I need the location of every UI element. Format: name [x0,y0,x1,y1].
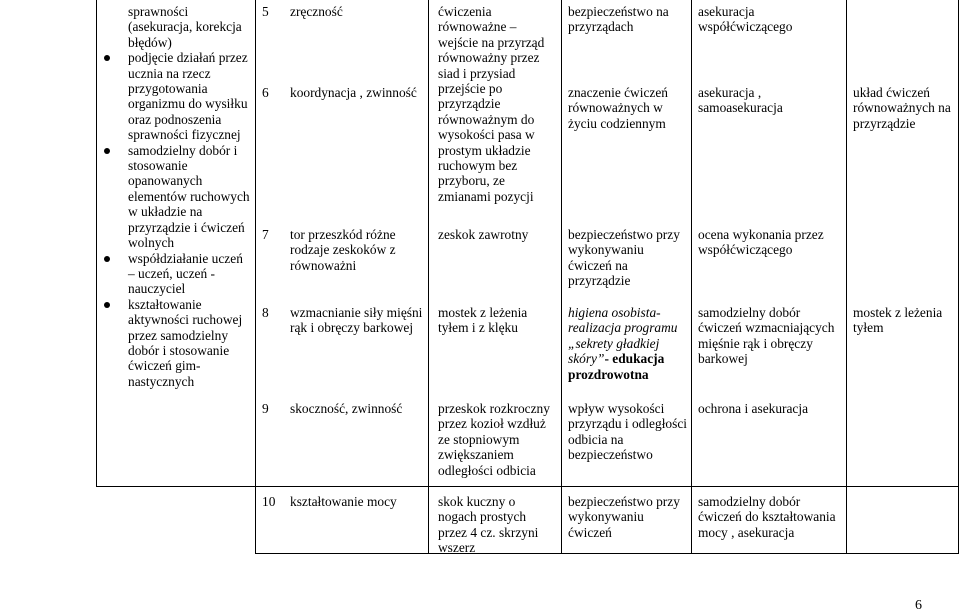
skills-cell: ochrona i asekuracja [698,401,809,416]
list-item-text: samodzielny dobór i stosowanie opanowanych elementów ruchowych w układzie na przyrządzie i ćwiczeń wolnych [128,142,250,251]
topic-cell: kształtowanie mocy [290,494,397,509]
list-item-text: sprawności (asekuracja, korekcja błędów) [128,4,242,50]
knowledge-cell: znaczenie ćwiczeń równoważnych w życiu codziennym [568,85,668,131]
row-number: 7 [262,227,269,242]
row-number: 9 [262,401,269,416]
list-item-text: współdziałanie uczeń – uczeń, uczeń - nauczyciel [128,250,243,297]
exercise-cell: zeskok zawrotny [438,227,529,242]
bullet-icon [104,302,110,308]
exercise-cell: mostek z leżenia tyłem i z klęku [438,305,528,336]
row-number: 10 [262,494,276,509]
bullet-icon [104,256,110,262]
knowledge-cell: wpływ wysokości przyrządu i odległości odbicia na bezpieczeństwo [568,401,687,463]
row-number: 5 [262,4,269,19]
row-number: 6 [262,85,269,100]
skills-cell: samodzielny dobór ćwiczeń do kształtowania mocy , asekuracja [698,494,836,540]
list-item-text: podjęcie działań przez ucznia na rzecz przygotowania organizmu do wysiłku oraz podnoszenia sprawności fizycznej [128,50,248,143]
table-col-border-1 [255,0,256,553]
skills-cell: asekuracja , samoasekuracja [698,85,783,116]
list-item [102,143,252,251]
knowledge-cell [568,305,686,382]
topic-cell: tor przeszkód różne rodzaje zeskoków z równoważni [290,227,396,273]
table-col-border-5 [846,0,847,553]
list-item [102,50,252,142]
skills-cell: asekuracja współćwiczącego [698,4,793,35]
knowledge-cell: bezpieczeństwo na przyrządach [568,4,669,35]
topic-cell: wzmacnianie siły mięśni rąk i obręczy barkowej [290,305,423,336]
knowledge-cell: bezpieczeństwo przy wykonywaniu ćwiczeń [568,494,680,540]
topic-cell: koordynacja , zwinność [290,85,417,100]
list-item [102,251,252,297]
knowledge-italic-text: higiena osobista- realizacja programu „sekrety gładkiej skóry” [568,305,678,367]
table-row-border [96,486,959,487]
bullet-icon [104,148,110,154]
test-cell: układ ćwiczeń równoważnych na przyrządzie [853,85,951,131]
exercise-cell: skok kuczny o nogach prostych przez 4 cz. skrzyni wszerz [438,494,539,556]
test-cell: mostek z leżenia tyłem [853,305,943,336]
list-item [102,297,252,389]
table-col-border-4 [691,0,692,553]
skills-cell: samodzielny dobór ćwiczeń wzmacniających mięśnie rąk i obręczy barkowej [698,305,835,367]
exercise-cell: ćwiczenia równoważne – wejście na przyrząd równoważny przez siad i przysiad przejście po przyrządzie równoważnym do wysokości pasa w prostym układzie ruchowym bez przyboru, ze zmianami pozycji [438,4,545,204]
table-col-border-2 [428,0,429,553]
list-item [102,4,252,50]
table-right-border [958,0,959,553]
objectives-list [102,4,252,389]
exercise-cell: przeskok rozkroczny przez kozioł wzdłuż ze stopniowym zwiększaniem odległości odbicia [438,401,550,478]
topic-cell: zręczność [290,4,343,19]
table-bottom-border [255,553,959,554]
table-left-border [96,0,97,486]
knowledge-cell: bezpieczeństwo przy wykonywaniu ćwiczeń na przyrządzie [568,227,680,289]
row-number: 8 [262,305,269,320]
bullet-icon [104,55,110,61]
skills-cell: ocena wykonania przez współćwiczącego [698,227,824,258]
topic-cell: skoczność, zwinność [290,401,403,416]
page-number: 6 [915,598,922,613]
knowledge-bold-text: - edukacja prozdrowotna [568,351,665,382]
table-col-border-3 [561,0,562,553]
list-item-text: kształtowanie aktywności ruchowej przez samodzielny dobór i stosowanie ćwiczeń gim- nastycznych [128,296,243,389]
